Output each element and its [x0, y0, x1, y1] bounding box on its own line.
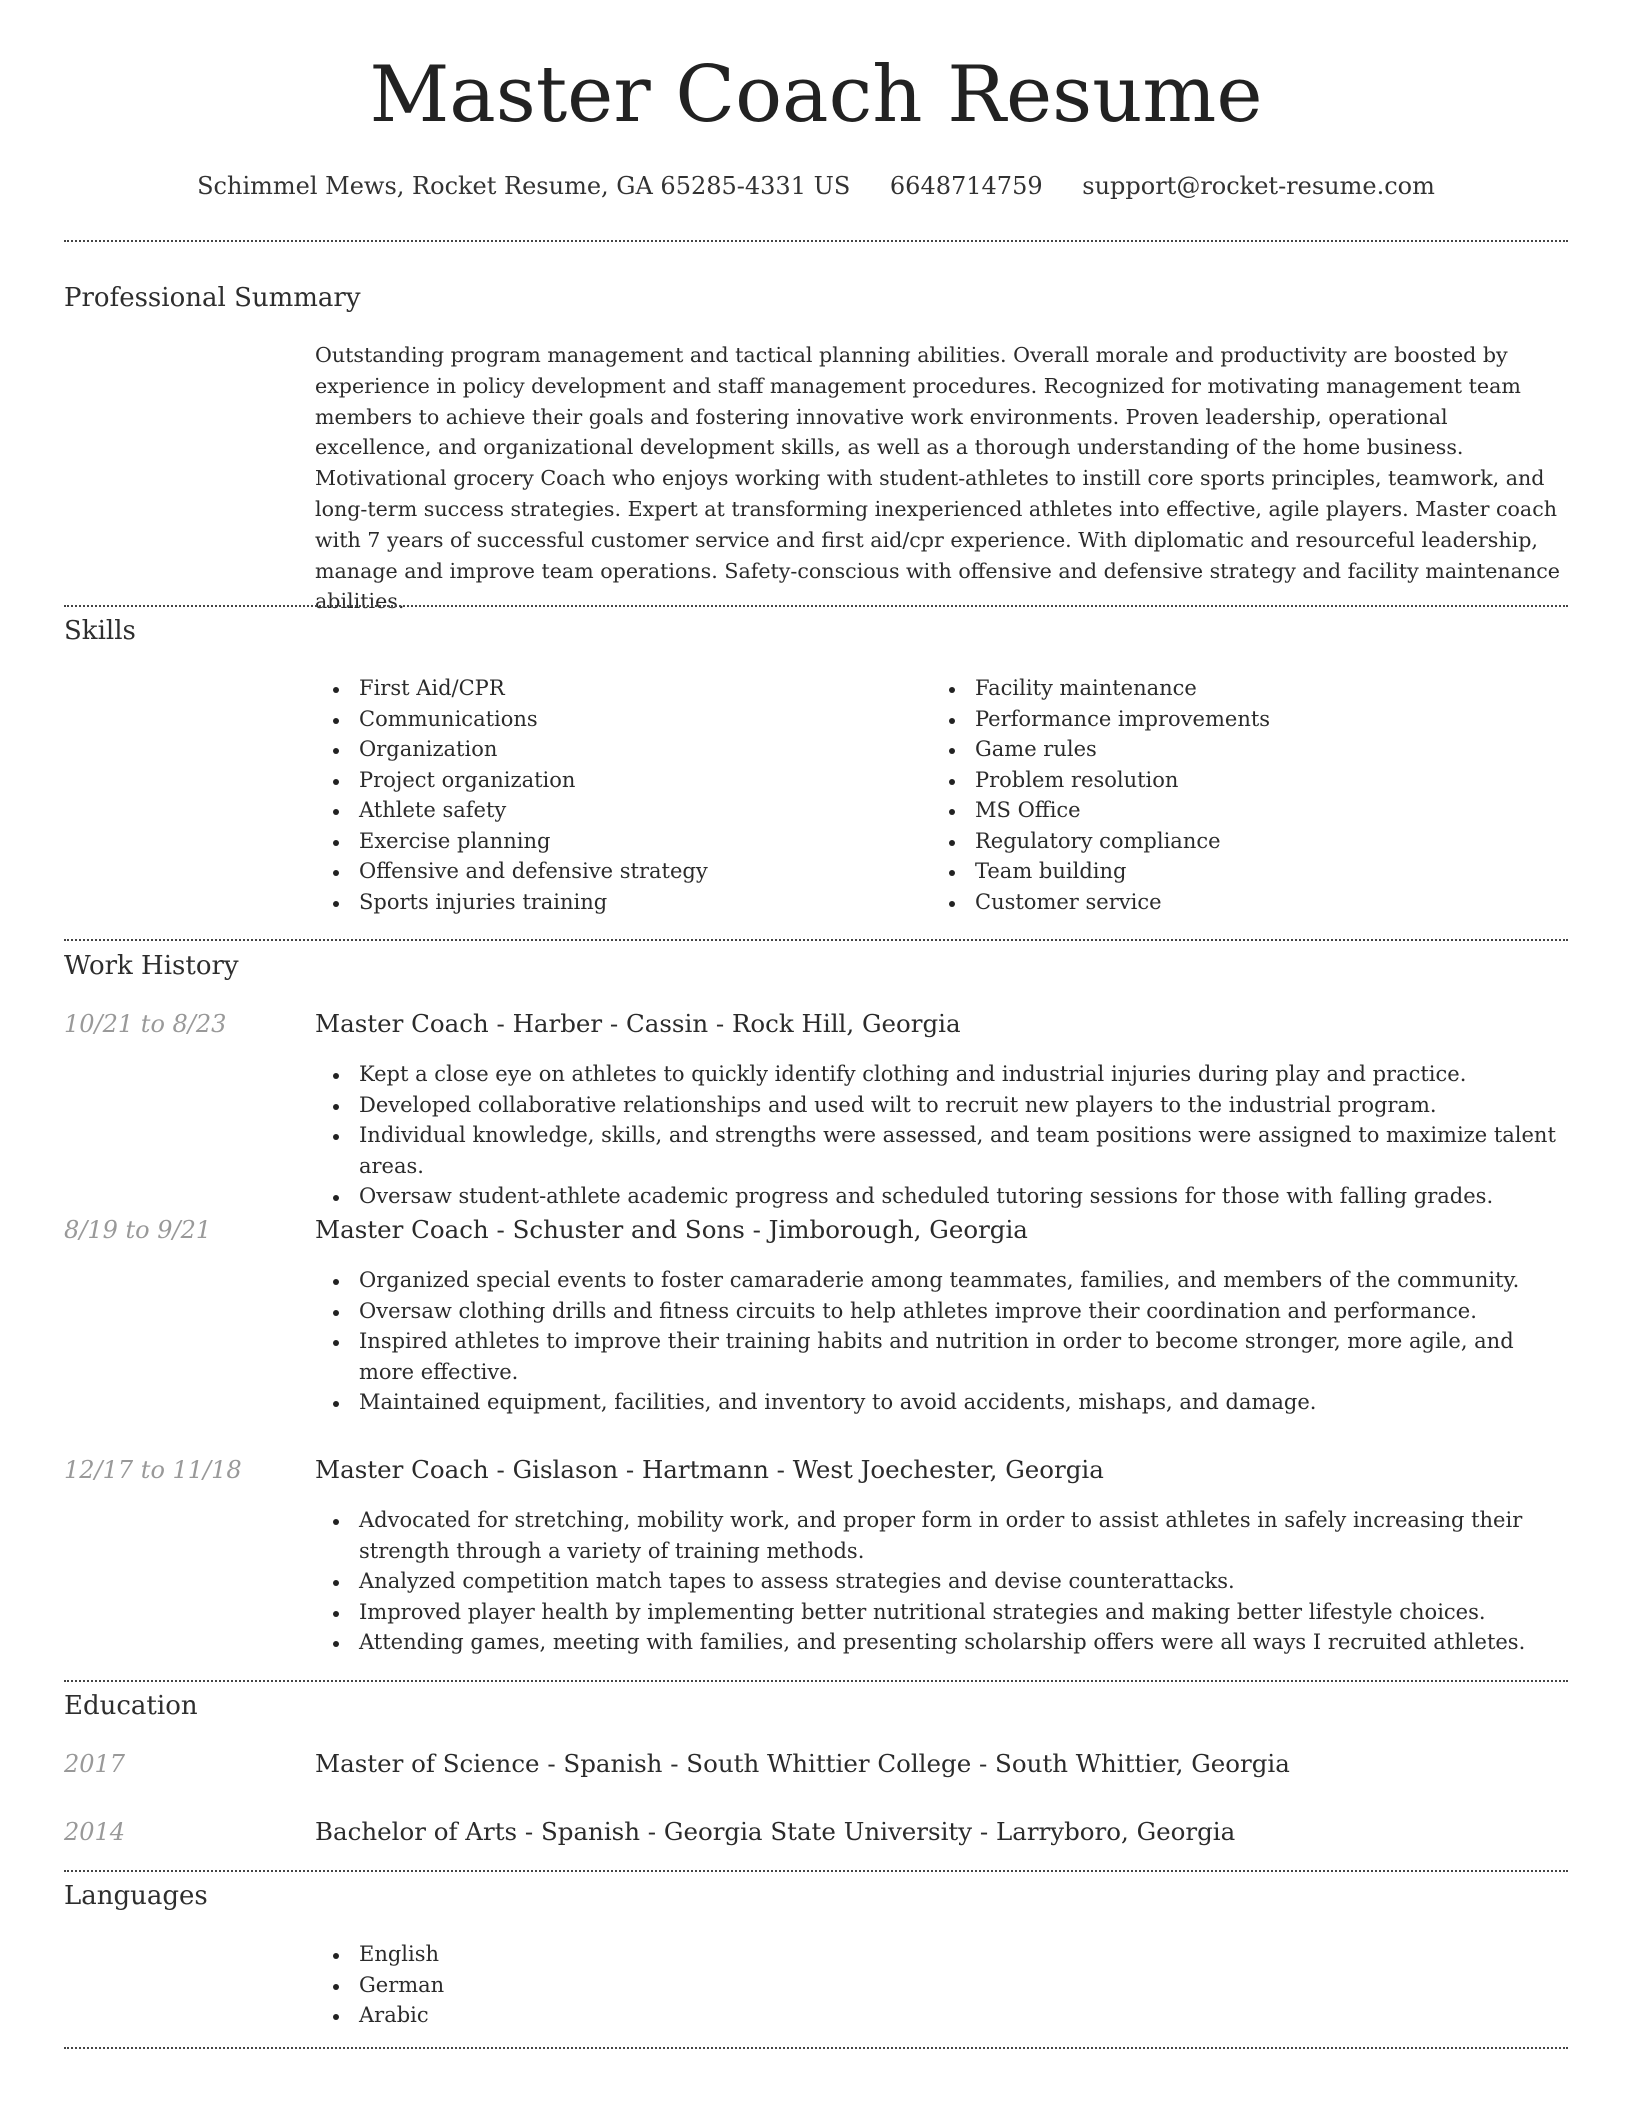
language-item: English — [315, 1939, 915, 1970]
divider — [64, 1680, 1568, 1682]
skill-item: Game rules — [931, 734, 1491, 765]
divider — [64, 1870, 1568, 1872]
skill-item: Team building — [931, 856, 1491, 887]
job-dates: 12/17 to 11/18 — [64, 1456, 242, 1484]
skill-item: Sports injuries training — [315, 887, 875, 918]
contact-phone: 6648714759 — [889, 172, 1043, 200]
education-year: 2017 — [64, 1750, 126, 1778]
job-dates: 10/21 to 8/23 — [64, 1010, 227, 1038]
skill-item: Regulatory compliance — [931, 826, 1491, 857]
work-heading: Work History — [64, 951, 239, 981]
divider — [64, 939, 1568, 941]
divider — [64, 2047, 1568, 2049]
skill-item: Exercise planning — [315, 826, 875, 857]
skill-item: First Aid/CPR — [315, 673, 875, 704]
job-bullet: Oversaw clothing drills and fitness circuits to help athletes improve their coordination and performance. — [315, 1296, 1575, 1327]
language-item: Arabic — [315, 2000, 915, 2031]
education-title: Bachelor of Arts - Spanish - Georgia State University - Larryboro, Georgia — [315, 1817, 1236, 1846]
job-dates: 8/19 to 9/21 — [64, 1216, 212, 1244]
contact-email: support@rocket-resume.com — [1082, 172, 1435, 200]
skill-item: Problem resolution — [931, 765, 1491, 796]
job-bullet: Organized special events to foster camaraderie among teammates, families, and members of the community. — [315, 1265, 1575, 1296]
skill-item: Athlete safety — [315, 795, 875, 826]
job-title: Master Coach - Gislason - Hartmann - West Joechester, Georgia — [315, 1455, 1104, 1484]
skill-item: Offensive and defensive strategy — [315, 856, 875, 887]
skill-item: Organization — [315, 734, 875, 765]
job-bullet: Kept a close eye on athletes to quickly identify clothing and industrial injuries during play and practice. — [315, 1059, 1575, 1090]
job-bullet: Individual knowledge, skills, and strengths were assessed, and team positions were assigned to maximize talent areas. — [315, 1120, 1575, 1181]
summary-text: Outstanding program management and tactical planning abilities. Overall morale and productivity are boosted by experience in policy development and staff management procedures. Recognized for motivating management team members to achieve their goals and fostering innovative work environments. Proven leadership, operational excellence, and organizational development skills, as well as a thorough understanding of the home business. Motivational grocery Coach who enjoys working with student-athletes to instill core sports principles, teamwork, and long-term success strategies. Expert at transforming inexperienced athletes into effective, agile players. Master coach with 7 years of successful customer service and first aid/cpr experience. With diplomatic and resourceful leadership, manage and improve team operations. Safety-conscious with offensive and defensive strategy and facility maintenance abilities. — [315, 343, 1560, 614]
job-bullet: Improved player health by implementing better nutritional strategies and making better lifestyle choices. — [315, 1597, 1575, 1628]
job-bullet: Attending games, meeting with families, and presenting scholarship offers were all ways I recruited athletes. — [315, 1627, 1575, 1658]
education-title: Master of Science - Spanish - South Whittier College - South Whittier, Georgia — [315, 1749, 1290, 1778]
skill-item: MS Office — [931, 795, 1491, 826]
summary-heading: Professional Summary — [64, 283, 361, 313]
skill-item: Project organization — [315, 765, 875, 796]
languages-list — [315, 1939, 915, 2031]
job-bullet: Advocated for stretching, mobility work, and proper form in order to assist athletes in safely increasing their strength through a variety of training methods. — [315, 1505, 1575, 1566]
languages-heading: Languages — [64, 1881, 208, 1911]
contact-address: Schimmel Mews, Rocket Resume, GA 65285-4331 US — [197, 172, 851, 200]
skills-list-right — [931, 673, 1491, 917]
divider — [64, 240, 1568, 242]
skills-heading: Skills — [64, 616, 136, 646]
skills-list-left — [315, 673, 875, 917]
job-bullet: Inspired athletes to improve their training habits and nutrition in order to become stronger, more agile, and more effective. — [315, 1326, 1575, 1387]
contact-line — [0, 172, 1632, 200]
job-bullets — [315, 1505, 1575, 1658]
education-heading: Education — [64, 1691, 198, 1721]
language-item: German — [315, 1970, 915, 2001]
education-year: 2014 — [64, 1818, 126, 1846]
job-bullet: Analyzed competition match tapes to assess strategies and devise counterattacks. — [315, 1566, 1575, 1597]
job-bullets — [315, 1059, 1575, 1212]
skill-item: Customer service — [931, 887, 1491, 918]
job-title: Master Coach - Harber - Cassin - Rock Hill, Georgia — [315, 1009, 961, 1038]
skill-item: Performance improvements — [931, 704, 1491, 735]
job-bullet: Oversaw student-athlete academic progress and scheduled tutoring sessions for those with falling grades. — [315, 1181, 1575, 1212]
job-bullet: Developed collaborative relationships and used wilt to recruit new players to the industrial program. — [315, 1090, 1575, 1121]
job-title: Master Coach - Schuster and Sons - Jimborough, Georgia — [315, 1215, 1028, 1244]
job-bullets — [315, 1265, 1575, 1418]
divider — [64, 605, 1568, 607]
job-bullet: Maintained equipment, facilities, and inventory to avoid accidents, mishaps, and damage. — [315, 1387, 1575, 1418]
skill-item: Communications — [315, 704, 875, 735]
skill-item: Facility maintenance — [931, 673, 1491, 704]
resume-title: Master Coach Resume — [369, 50, 1263, 140]
